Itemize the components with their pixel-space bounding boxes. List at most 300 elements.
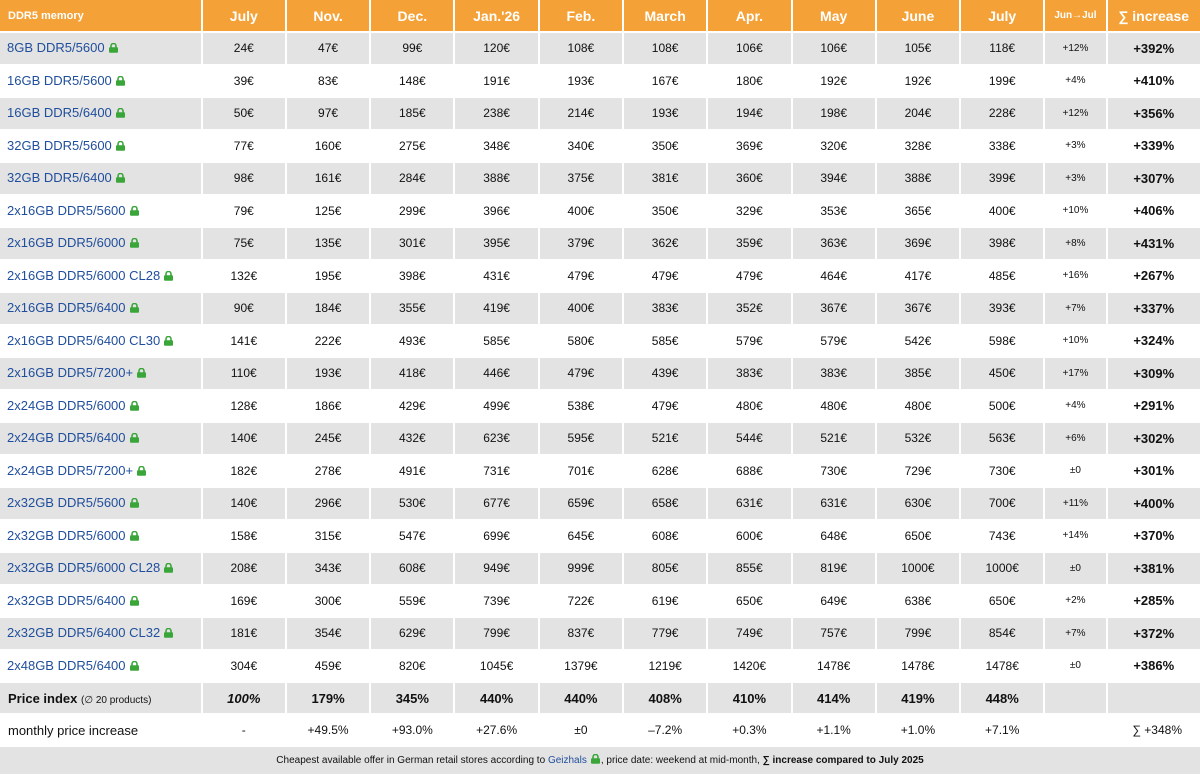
price-cell: 580€: [539, 325, 623, 358]
table-row: [0, 617, 1200, 650]
price-cell: 398€: [370, 260, 454, 293]
price-cell: 284€: [370, 162, 454, 195]
price-cell: 338€: [960, 130, 1044, 163]
product-cell[interactable]: [0, 292, 202, 325]
header-month: Jan.'26: [454, 0, 538, 32]
price-cell: 343€: [286, 552, 370, 585]
lock-icon: [115, 139, 126, 154]
table-row: [0, 422, 1200, 455]
price-cell: 375€: [539, 162, 623, 195]
price-cell: 98€: [202, 162, 286, 195]
header-month: March: [623, 0, 707, 32]
monthly-increase-value: -: [202, 714, 286, 746]
price-cell: 1379€: [539, 650, 623, 683]
header-month: Nov.: [286, 0, 370, 32]
product-cell[interactable]: [0, 32, 202, 65]
jun-jul-cell: +10%: [1044, 325, 1106, 358]
price-index-sublabel: (∅ 20 products): [81, 694, 152, 706]
price-cell: 645€: [539, 520, 623, 553]
price-cell: 105€: [876, 32, 960, 65]
jun-jul-cell: +3%: [1044, 130, 1106, 163]
price-cell: 158€: [202, 520, 286, 553]
price-cell: 479€: [623, 260, 707, 293]
increase-cell: +406%: [1107, 195, 1200, 228]
jun-jul-cell: +17%: [1044, 357, 1106, 390]
price-cell: 360€: [707, 162, 791, 195]
price-index-value: 448%: [960, 682, 1044, 714]
product-link[interactable]: 32GB DDR5/5600: [7, 137, 112, 153]
price-cell: 619€: [623, 585, 707, 618]
table-row: [0, 520, 1200, 553]
lock-icon: [136, 464, 147, 479]
price-cell: 99€: [370, 32, 454, 65]
product-link[interactable]: 2x16GB DDR5/5600: [7, 202, 126, 218]
price-cell: 446€: [454, 357, 538, 390]
footer-source-link[interactable]: Geizhals: [547, 755, 587, 766]
price-cell: 167€: [623, 65, 707, 98]
lock-icon: [129, 301, 140, 316]
jun-jul-cell: +11%: [1044, 487, 1106, 520]
price-cell: 854€: [960, 617, 1044, 650]
jun-jul-cell: +12%: [1044, 32, 1106, 65]
increase-cell: +400%: [1107, 487, 1200, 520]
monthly-increase-value: ±0: [539, 714, 623, 746]
price-cell: 837€: [539, 617, 623, 650]
price-cell: 320€: [792, 130, 876, 163]
price-cell: 369€: [876, 227, 960, 260]
price-cell: 140€: [202, 422, 286, 455]
price-cell: 395€: [454, 227, 538, 260]
price-cell: 431€: [454, 260, 538, 293]
increase-cell: +410%: [1107, 65, 1200, 98]
price-cell: 730€: [960, 455, 1044, 488]
monthly-increase-row: [0, 714, 1200, 746]
price-cell: 485€: [960, 260, 1044, 293]
price-index-value: 345%: [370, 682, 454, 714]
price-cell: 658€: [623, 487, 707, 520]
price-cell: 381€: [623, 162, 707, 195]
lock-icon: [129, 399, 140, 414]
lock-icon: [163, 626, 174, 641]
table-row: [0, 552, 1200, 585]
lock-icon: [115, 106, 126, 121]
lock-icon: [163, 561, 174, 576]
price-cell: 399€: [960, 162, 1044, 195]
product-link[interactable]: 2x32GB DDR5/6000 CL28: [7, 560, 161, 576]
price-cell: 383€: [707, 357, 791, 390]
price-cell: 799€: [454, 617, 538, 650]
price-cell: 730€: [792, 455, 876, 488]
header-row: [0, 0, 1200, 32]
table-row: [0, 65, 1200, 98]
table-row: [0, 195, 1200, 228]
lock-icon: [129, 529, 140, 544]
monthly-increase-value: +0.3%: [707, 714, 791, 746]
price-cell: 579€: [707, 325, 791, 358]
price-cell: 181€: [202, 617, 286, 650]
increase-cell: +372%: [1107, 617, 1200, 650]
price-cell: 432€: [370, 422, 454, 455]
price-cell: 379€: [539, 227, 623, 260]
price-cell: 128€: [202, 390, 286, 423]
monthly-increase-value: +1.0%: [876, 714, 960, 746]
price-cell: 731€: [454, 455, 538, 488]
price-cell: 185€: [370, 97, 454, 130]
price-cell: 628€: [623, 455, 707, 488]
increase-cell: +307%: [1107, 162, 1200, 195]
table-row: [0, 357, 1200, 390]
product-link[interactable]: 2x32GB DDR5/6400 CL32: [7, 625, 161, 641]
price-cell: 1420€: [707, 650, 791, 683]
product-cell[interactable]: [0, 357, 202, 390]
price-cell: 97€: [286, 97, 370, 130]
product-link[interactable]: 8GB DDR5/5600: [7, 40, 105, 56]
price-cell: 199€: [960, 65, 1044, 98]
price-cell: 182€: [202, 455, 286, 488]
table-row: [0, 487, 1200, 520]
price-cell: 228€: [960, 97, 1044, 130]
price-cell: 450€: [960, 357, 1044, 390]
price-cell: 214€: [539, 97, 623, 130]
monthly-increase-value: –7.2%: [623, 714, 707, 746]
price-cell: 563€: [960, 422, 1044, 455]
product-link[interactable]: 2x48GB DDR5/6400: [7, 657, 126, 673]
price-cell: 1045€: [454, 650, 538, 683]
price-cell: 383€: [792, 357, 876, 390]
price-cell: 630€: [876, 487, 960, 520]
price-cell: 521€: [623, 422, 707, 455]
price-index-value: 419%: [876, 682, 960, 714]
price-cell: 547€: [370, 520, 454, 553]
lock-icon: [115, 74, 126, 89]
product-cell[interactable]: [0, 487, 202, 520]
price-cell: 659€: [539, 487, 623, 520]
header-month: Feb.: [539, 0, 623, 32]
product-cell[interactable]: [0, 617, 202, 650]
price-cell: 638€: [876, 585, 960, 618]
price-cell: 194€: [707, 97, 791, 130]
price-cell: 161€: [286, 162, 370, 195]
increase-cell: +386%: [1107, 650, 1200, 683]
price-cell: 222€: [286, 325, 370, 358]
footer-text-before: Cheapest available offer in German retail stores according to: [276, 755, 548, 766]
table-row: [0, 650, 1200, 683]
jun-jul-cell: +12%: [1044, 97, 1106, 130]
product-cell[interactable]: [0, 390, 202, 423]
price-cell: 388€: [876, 162, 960, 195]
price-cell: 385€: [876, 357, 960, 390]
price-index-row: [0, 682, 1200, 714]
price-cell: 459€: [286, 650, 370, 683]
product-cell[interactable]: [0, 650, 202, 683]
table-row: [0, 260, 1200, 293]
lock-icon: [115, 171, 126, 186]
price-cell: 367€: [792, 292, 876, 325]
price-cell: 238€: [454, 97, 538, 130]
increase-cell: +285%: [1107, 585, 1200, 618]
price-index-label: [0, 682, 202, 714]
price-cell: 538€: [539, 390, 623, 423]
price-cell: 110€: [202, 357, 286, 390]
jun-jul-cell: +6%: [1044, 422, 1106, 455]
jun-jul-cell: +14%: [1044, 520, 1106, 553]
product-link[interactable]: 2x32GB DDR5/6400: [7, 592, 126, 608]
footer-bold-note: ∑ increase compared to July 2025: [762, 755, 924, 766]
product-cell[interactable]: [0, 130, 202, 163]
lock-icon: [129, 204, 140, 219]
price-cell: 417€: [876, 260, 960, 293]
header-month: July: [960, 0, 1044, 32]
increase-cell: +324%: [1107, 325, 1200, 358]
price-cell: 24€: [202, 32, 286, 65]
price-cell: 83€: [286, 65, 370, 98]
lock-icon: [129, 659, 140, 674]
price-cell: 1000€: [876, 552, 960, 585]
price-cell: 532€: [876, 422, 960, 455]
price-cell: 729€: [876, 455, 960, 488]
price-cell: 363€: [792, 227, 876, 260]
price-cell: 328€: [876, 130, 960, 163]
price-cell: 608€: [370, 552, 454, 585]
jun-jul-cell: ±0: [1044, 650, 1106, 683]
price-cell: 184€: [286, 292, 370, 325]
product-link[interactable]: 2x16GB DDR5/6000: [7, 235, 126, 251]
product-link[interactable]: 2x24GB DDR5/7200+: [7, 462, 134, 478]
lock-icon: [590, 748, 601, 775]
increase-cell: +309%: [1107, 357, 1200, 390]
lock-icon: [163, 269, 174, 284]
table-row: [0, 585, 1200, 618]
product-cell[interactable]: [0, 97, 202, 130]
product-cell[interactable]: [0, 65, 202, 98]
header-month: Dec.: [370, 0, 454, 32]
price-cell: 125€: [286, 195, 370, 228]
increase-cell: +356%: [1107, 97, 1200, 130]
price-cell: 169€: [202, 585, 286, 618]
product-link[interactable]: 32GB DDR5/6400: [7, 170, 112, 186]
price-cell: 193€: [623, 97, 707, 130]
price-cell: 192€: [792, 65, 876, 98]
price-cell: 192€: [876, 65, 960, 98]
price-cell: 429€: [370, 390, 454, 423]
price-cell: 383€: [623, 292, 707, 325]
product-link[interactable]: 2x32GB DDR5/5600: [7, 495, 126, 511]
price-cell: 193€: [539, 65, 623, 98]
price-cell: 479€: [539, 260, 623, 293]
lock-icon: [129, 236, 140, 251]
price-cell: 491€: [370, 455, 454, 488]
price-cell: 650€: [876, 520, 960, 553]
product-link[interactable]: 2x16GB DDR5/7200+: [7, 365, 134, 381]
header-product: DDR5 memory: [0, 0, 202, 32]
price-cell: 135€: [286, 227, 370, 260]
jun-jul-cell: ±0: [1044, 455, 1106, 488]
price-index-empty: [1107, 682, 1200, 714]
price-index-value: 179%: [286, 682, 370, 714]
header-month: May: [792, 0, 876, 32]
increase-cell: +291%: [1107, 390, 1200, 423]
product-link[interactable]: 2x24GB DDR5/6400: [7, 430, 126, 446]
increase-cell: +302%: [1107, 422, 1200, 455]
jun-jul-cell: +7%: [1044, 617, 1106, 650]
price-cell: 688€: [707, 455, 791, 488]
price-cell: 480€: [792, 390, 876, 423]
price-cell: 79€: [202, 195, 286, 228]
monthly-increase-value: +7.1%: [960, 714, 1044, 746]
product-link[interactable]: 2x16GB DDR5/6400: [7, 300, 126, 316]
price-index-value: 408%: [623, 682, 707, 714]
price-index-value: 440%: [454, 682, 538, 714]
price-cell: 629€: [370, 617, 454, 650]
price-cell: 499€: [454, 390, 538, 423]
monthly-increase-total: ∑ +348%: [1044, 714, 1200, 746]
price-cell: 362€: [623, 227, 707, 260]
price-cell: 585€: [623, 325, 707, 358]
price-cell: 350€: [623, 130, 707, 163]
price-cell: 359€: [707, 227, 791, 260]
price-cell: 419€: [454, 292, 538, 325]
price-cell: 315€: [286, 520, 370, 553]
price-cell: 608€: [623, 520, 707, 553]
price-cell: 623€: [454, 422, 538, 455]
product-cell[interactable]: [0, 520, 202, 553]
product-link[interactable]: 2x16GB DDR5/6400 CL30: [7, 332, 161, 348]
price-cell: 400€: [539, 292, 623, 325]
price-cell: 799€: [876, 617, 960, 650]
product-cell[interactable]: [0, 455, 202, 488]
price-cell: 585€: [454, 325, 538, 358]
product-cell[interactable]: [0, 260, 202, 293]
price-cell: 530€: [370, 487, 454, 520]
product-cell[interactable]: [0, 422, 202, 455]
product-link[interactable]: 16GB DDR5/6400: [7, 105, 112, 121]
price-cell: 479€: [539, 357, 623, 390]
product-cell[interactable]: [0, 195, 202, 228]
product-cell[interactable]: [0, 552, 202, 585]
table-row: [0, 390, 1200, 423]
price-cell: 855€: [707, 552, 791, 585]
jun-jul-cell: +4%: [1044, 390, 1106, 423]
price-index-value: 440%: [539, 682, 623, 714]
lock-icon: [129, 594, 140, 609]
product-cell[interactable]: [0, 325, 202, 358]
product-cell[interactable]: [0, 227, 202, 260]
price-cell: 464€: [792, 260, 876, 293]
price-cell: 600€: [707, 520, 791, 553]
price-index-title: Price index: [8, 690, 78, 706]
table-row: [0, 325, 1200, 358]
monthly-increase-value: +93.0%: [370, 714, 454, 746]
price-cell: 559€: [370, 585, 454, 618]
price-cell: 245€: [286, 422, 370, 455]
price-cell: 542€: [876, 325, 960, 358]
price-index-value: 410%: [707, 682, 791, 714]
price-cell: 77€: [202, 130, 286, 163]
price-cell: 367€: [876, 292, 960, 325]
product-cell[interactable]: [0, 585, 202, 618]
price-cell: 480€: [876, 390, 960, 423]
price-cell: 348€: [454, 130, 538, 163]
price-cell: 39€: [202, 65, 286, 98]
price-cell: 329€: [707, 195, 791, 228]
price-cell: 353€: [792, 195, 876, 228]
monthly-increase-value: +1.1%: [792, 714, 876, 746]
product-link[interactable]: 2x32GB DDR5/6000: [7, 527, 126, 543]
price-cell: 650€: [960, 585, 1044, 618]
jun-jul-cell: +7%: [1044, 292, 1106, 325]
price-cell: 398€: [960, 227, 1044, 260]
increase-cell: +337%: [1107, 292, 1200, 325]
price-cell: 208€: [202, 552, 286, 585]
monthly-increase-value: +49.5%: [286, 714, 370, 746]
product-link[interactable]: 16GB DDR5/5600: [7, 72, 112, 88]
increase-cell: +301%: [1107, 455, 1200, 488]
price-cell: 299€: [370, 195, 454, 228]
jun-jul-cell: +16%: [1044, 260, 1106, 293]
price-cell: 749€: [707, 617, 791, 650]
price-cell: 631€: [707, 487, 791, 520]
price-cell: 355€: [370, 292, 454, 325]
jun-jul-cell: +3%: [1044, 162, 1106, 195]
price-cell: 388€: [454, 162, 538, 195]
price-cell: 141€: [202, 325, 286, 358]
price-cell: 631€: [792, 487, 876, 520]
price-cell: 120€: [454, 32, 538, 65]
price-cell: 819€: [792, 552, 876, 585]
product-cell[interactable]: [0, 162, 202, 195]
product-link[interactable]: 2x24GB DDR5/6000: [7, 397, 126, 413]
price-cell: 1478€: [792, 650, 876, 683]
price-cell: 301€: [370, 227, 454, 260]
table-row: [0, 455, 1200, 488]
price-cell: 352€: [707, 292, 791, 325]
increase-cell: +339%: [1107, 130, 1200, 163]
price-cell: 393€: [960, 292, 1044, 325]
price-cell: 195€: [286, 260, 370, 293]
price-cell: 595€: [539, 422, 623, 455]
increase-cell: +431%: [1107, 227, 1200, 260]
price-cell: 820€: [370, 650, 454, 683]
price-cell: 1478€: [876, 650, 960, 683]
price-cell: 598€: [960, 325, 1044, 358]
price-cell: 108€: [539, 32, 623, 65]
price-cell: 699€: [454, 520, 538, 553]
price-cell: 700€: [960, 487, 1044, 520]
price-cell: 140€: [202, 487, 286, 520]
footer-note: [0, 747, 1200, 774]
price-cell: 296€: [286, 487, 370, 520]
price-cell: 650€: [707, 585, 791, 618]
product-link[interactable]: 2x16GB DDR5/6000 CL28: [7, 267, 161, 283]
header-increase: ∑ increase: [1107, 0, 1200, 32]
increase-cell: +267%: [1107, 260, 1200, 293]
price-index-value: 414%: [792, 682, 876, 714]
price-cell: 648€: [792, 520, 876, 553]
price-cell: 493€: [370, 325, 454, 358]
price-cell: 418€: [370, 357, 454, 390]
price-cell: 50€: [202, 97, 286, 130]
price-cell: 544€: [707, 422, 791, 455]
price-cell: 757€: [792, 617, 876, 650]
header-month: July: [202, 0, 286, 32]
price-cell: 304€: [202, 650, 286, 683]
increase-cell: +370%: [1107, 520, 1200, 553]
price-index-value: 100%: [202, 682, 286, 714]
table-row: [0, 32, 1200, 65]
price-cell: 180€: [707, 65, 791, 98]
price-cell: 350€: [623, 195, 707, 228]
price-cell: 805€: [623, 552, 707, 585]
